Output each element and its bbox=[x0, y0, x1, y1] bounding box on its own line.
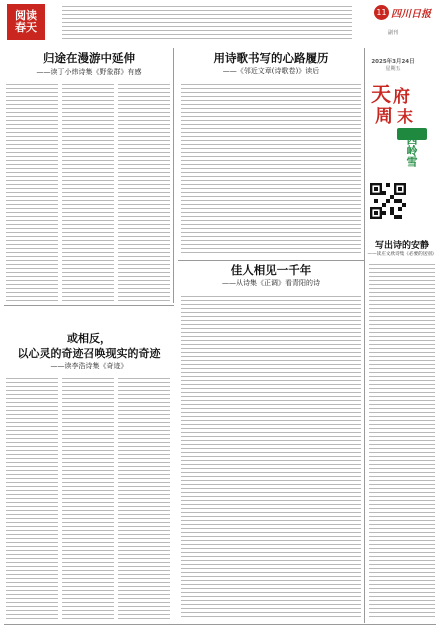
article-1-text-col-1 bbox=[6, 84, 58, 302]
paper-logo: 四川日报 bbox=[391, 9, 431, 20]
column-name: 西岭雪 bbox=[405, 134, 418, 167]
article-4-text bbox=[181, 296, 361, 620]
edition-label: 副刊 bbox=[387, 30, 398, 36]
article-1-text-col-2 bbox=[62, 84, 114, 302]
page-number: 11 bbox=[374, 5, 389, 20]
calligraphy-char-3: 周 bbox=[375, 106, 393, 127]
article-2-text bbox=[181, 84, 361, 256]
article-2-subtitle: ——《邻近文章(诗歌卷)》读后 bbox=[222, 67, 320, 75]
masthead-line-2: 春天 bbox=[15, 21, 37, 34]
article-5-headline-line-2: 以心灵的奇迹召唤现实的奇迹 bbox=[17, 347, 161, 360]
article-4-headline: 佳人相见一千年 bbox=[230, 263, 312, 277]
column-rule-right-lower bbox=[364, 228, 365, 623]
article-3-text bbox=[369, 264, 435, 620]
calligraphy-char-4: 末 bbox=[397, 107, 414, 126]
section-divider-center bbox=[178, 260, 364, 261]
section-calligraphy-title bbox=[369, 78, 435, 176]
article-2-headline: 用诗歌书写的心路履历 bbox=[213, 51, 329, 65]
article-1-text-col-3 bbox=[118, 84, 170, 302]
article-5-headline-line-1: 或相反， bbox=[67, 332, 111, 345]
calligraphy-char-2: 府 bbox=[393, 87, 410, 107]
issue-date: 2025年3月24日 bbox=[371, 59, 415, 65]
paper-brand bbox=[355, 5, 435, 75]
section-masthead bbox=[7, 4, 45, 40]
article-1-subtitle: ——读丁小炜诗集《野象群》有感 bbox=[36, 68, 142, 76]
column-rule-right-upper bbox=[364, 48, 365, 228]
article-3-subtitle: ——读庄文欣诗集《必要的送别》 bbox=[367, 252, 437, 257]
article-5-text-col-1 bbox=[6, 378, 58, 622]
intro-text-block bbox=[62, 6, 352, 42]
issue-weekday: 星期五 bbox=[385, 66, 401, 72]
footer-rule bbox=[4, 624, 436, 625]
qr-code-icon bbox=[370, 183, 406, 219]
calligraphy-char-1: 天 bbox=[371, 82, 391, 106]
masthead-line-1: 阅读 bbox=[15, 9, 37, 23]
article-1-headline: 归途在漫游中延伸 bbox=[43, 51, 135, 65]
article-4-subtitle: ——从诗集《正调》看青阳的诗 bbox=[222, 279, 320, 287]
article-5-text-col-2 bbox=[62, 378, 114, 622]
column-rule-left-upper bbox=[173, 48, 174, 303]
article-3-headline: 写出诗的安静 bbox=[374, 241, 429, 251]
article-5-text-col-3 bbox=[118, 378, 170, 622]
article-5-subtitle: ——读李浩诗集《奇迹》 bbox=[50, 362, 128, 370]
section-divider-left bbox=[4, 305, 174, 306]
